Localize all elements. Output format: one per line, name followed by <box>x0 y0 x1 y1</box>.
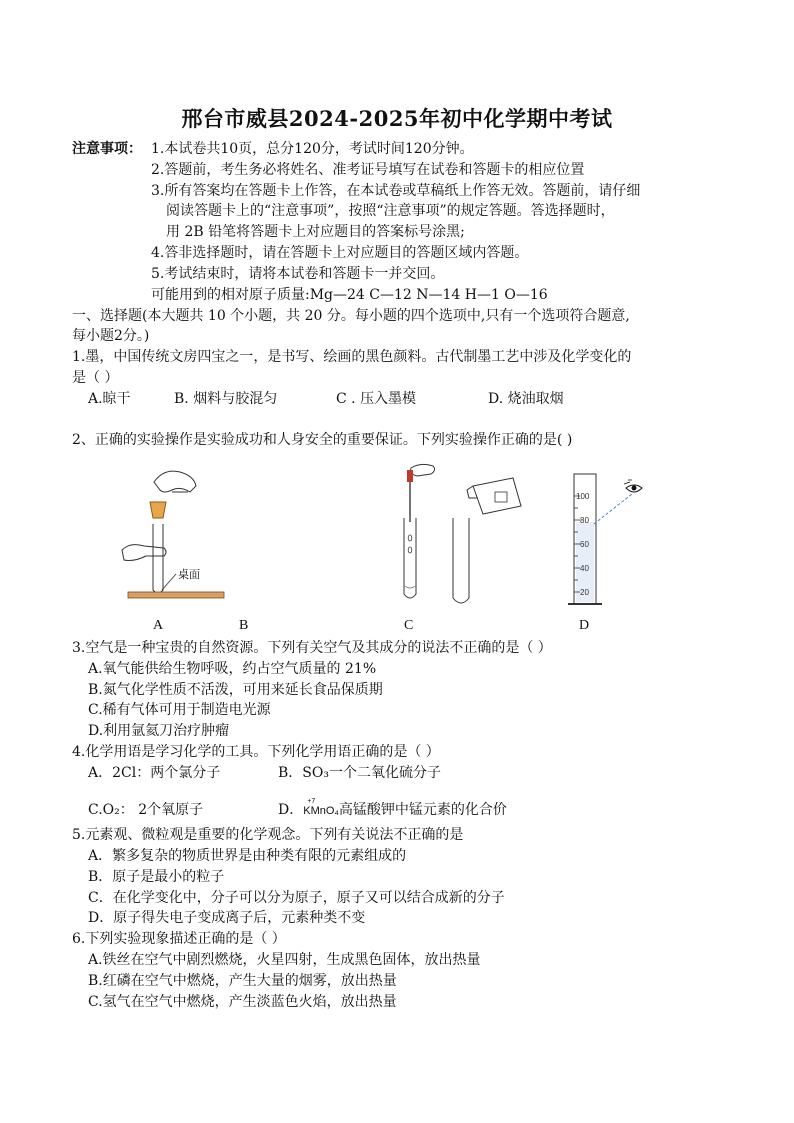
q4-option-d-text: 高锰酸钾中锰元素的化合价 <box>338 802 507 818</box>
q5-option-a: A．繁多复杂的物质世界是由种类有限的元素组成的 <box>88 848 407 864</box>
q4-option-c: C.O₂： 2个氧原子 <box>88 802 204 818</box>
atomic-mass-line: 可能用到的相对原子质量:Mg—24 C—12 N—14 H—1 O—16 <box>151 287 548 303</box>
q5-option-b: B．原子是最小的粒子 <box>88 869 225 885</box>
test-tube-icon <box>453 518 469 603</box>
note-item-1: 1.本试卷共10页，总分120分，考试时间120分钟。 <box>151 141 474 157</box>
note-item-3-cont2: 用 2B 铅笔将答题卡上对应题目的答案标号涂黑; <box>166 224 465 240</box>
q2-label-b: B <box>239 618 249 633</box>
cylinder-tick-20: 20 <box>580 588 589 597</box>
q1-option-d: D. 烧油取烟 <box>488 391 564 407</box>
q1-stem-cont: 是（ ） <box>72 370 119 386</box>
cylinder-tick-100: 100 <box>576 492 590 501</box>
section1-heading: 一、选择题(本大题共 10 个小题，共 20 分。每小题的四个选项中,只有一个选项符合题意, <box>72 308 630 324</box>
note-item-2: 2.答题前，考生务必将姓名、准考证号填写在试卷和答题卡的相应位置 <box>151 162 585 178</box>
dropper-bulb-icon <box>407 470 413 482</box>
q2-figure-ab <box>120 462 230 610</box>
q1-stem: 1.墨，中国传统文房四宝之一，是书写、绘画的黑色颜料。古代制墨工艺中涉及化学变化的 <box>72 349 632 365</box>
valence-superscript: +7 <box>307 798 316 805</box>
q2-label-c: C <box>404 618 414 633</box>
section1-heading-cont: 每小题2分。) <box>72 328 150 344</box>
note-item-3: 3.所有答案均在答题卡上作答，在本试卷或草稿纸上作答无效。答题前，请仔细 <box>151 183 641 199</box>
q2-figure-c <box>395 462 525 608</box>
q3-stem: 3.空气是一种宝贵的自然资源。下列有关空气及其成分的说法不正确的是（ ） <box>72 640 552 656</box>
q1-option-c: C . 压入墨模 <box>336 391 417 407</box>
q6-stem: 6.下列实验现象描述正确的是（ ） <box>72 931 286 947</box>
kmno4-formula <box>303 798 339 820</box>
q2-label-d: D <box>579 618 590 633</box>
q4-option-a: A．2Cl：两个氯分子 <box>88 765 221 781</box>
q2-stem: 2、正确的实验操作是实验成功和人身安全的重要保证。下列实验操作正确的是( ) <box>72 432 573 448</box>
q3-option-b: B.氮气化学性质不活泼，可用来延长食品保质期 <box>88 682 383 698</box>
cylinder-tick-60: 60 <box>580 540 589 549</box>
q1-option-b: B. 烟料与胶混匀 <box>174 391 278 407</box>
cylinder-tick-40: 40 <box>580 564 589 573</box>
note-item-4: 4.答非选择题时，请在答题卡上对应题目的答题区域内答题。 <box>151 245 529 261</box>
note-item-3-cont1: 阅读答题卡上的“注意事项”，按照“注意事项”的规定答题。答选择题时， <box>166 203 615 219</box>
hand-icon <box>154 471 196 492</box>
note-item-5: 5.考试结束时，请将本试卷和答题卡一并交回。 <box>151 266 445 282</box>
hand-icon <box>411 464 435 476</box>
q5-option-c: C．在化学变化中，分子可以分为原子，原子又可以结合成新的分子 <box>88 890 505 906</box>
reagent-bottle-icon <box>473 478 521 514</box>
q6-option-b: B.红磷在空气中燃烧，产生大量的烟雾，放出热量 <box>88 973 397 989</box>
q4-option-d <box>278 798 507 820</box>
hand-icon <box>122 545 166 561</box>
test-tube-icon <box>153 524 163 593</box>
notes-label: 注意事项： <box>72 141 142 157</box>
page-title: 邢台市威县2024-2025年初中化学期中考试 <box>181 106 613 131</box>
cylinder-tick-80: 80 <box>580 516 589 525</box>
q6-option-a: A.铁丝在空气中剧烈燃烧，火星四射，生成黑色固体，放出热量 <box>88 952 481 968</box>
q4-option-b: B．SO₃一个二氧化硫分子 <box>278 765 441 781</box>
kmno4-text: KMnO₄ <box>303 805 339 817</box>
q5-option-d: D．原子得失电子变成离子后，元素种类不变 <box>88 910 366 926</box>
q2-label-a: A <box>153 618 164 633</box>
rubber-stopper-icon <box>150 502 166 518</box>
sight-line <box>594 494 632 524</box>
q3-option-a: A.氧气能供给生物呼吸，约占空气质量的 21% <box>88 661 377 677</box>
desk-icon <box>128 592 224 598</box>
q3-option-d: D.利用氩氦刀治疗肿瘤 <box>88 723 230 739</box>
q2-figure-d <box>560 466 650 612</box>
q4-stem: 4.化学用语是学习化学的工具。下列化学用语正确的是（ ） <box>72 744 440 760</box>
test-tube-icon <box>404 518 416 598</box>
q4-option-d-prefix: D． <box>278 802 304 818</box>
q3-option-c: C.稀有气体可用于制造电光源 <box>88 702 271 718</box>
q6-option-c: C.氢气在空气中燃烧，产生淡蓝色火焰，放出热量 <box>88 994 397 1010</box>
q1-option-a: A.晾干 <box>88 391 131 407</box>
q5-stem: 5.元素观、微粒观是重要的化学观念。下列有关说法不正确的是 <box>72 827 464 843</box>
desk-label: 桌面 <box>178 568 200 581</box>
